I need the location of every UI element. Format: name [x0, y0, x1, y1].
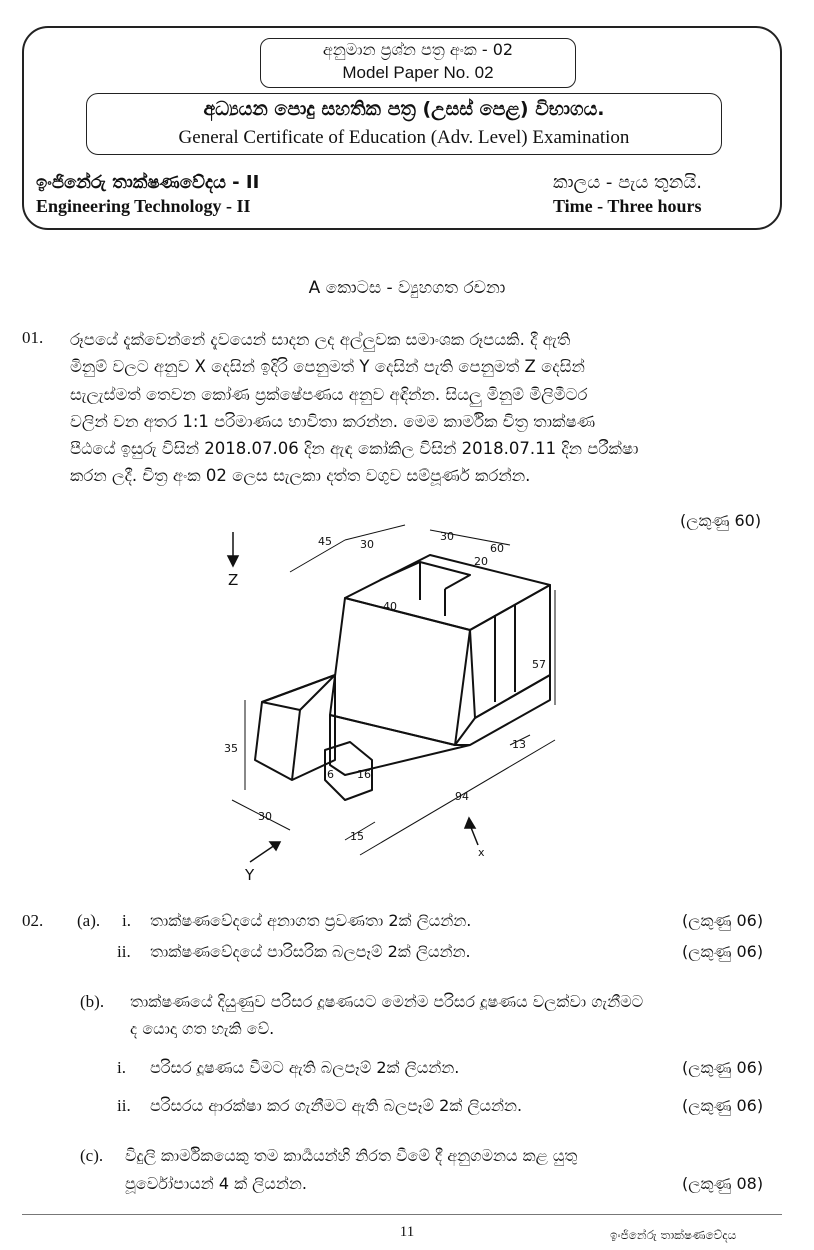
q2b-ii-marks: (ලකුණු 06) — [682, 1096, 764, 1115]
exam-title-si: අධ්‍යයන පොදු සහතික පත්‍ර (උසස් පෙළ) විභාගය. — [203, 98, 605, 120]
exam-title-en: General Certificate of Education (Adv. Level) Examination — [178, 127, 630, 148]
q1-line: පීඨයේ ඉසුරු විසින් 2018.07.06 දින ඇඳ කෝකිල විසින් 2018.07.11 දින පරීක්ෂා — [70, 439, 639, 459]
q2b-i-marks: (ලකුණු 06) — [682, 1058, 764, 1077]
page-number: 11 — [399, 1224, 415, 1240]
y-arrow — [250, 845, 275, 862]
dim-label: 30 — [440, 530, 454, 543]
time-en: Time - Three hours — [553, 196, 702, 216]
q2a-i-text: තාක්ෂණවේදයේ අනාගත ප්‍රවණතා 2ක් ලියන්න. — [150, 911, 472, 930]
z-arrow-head — [228, 556, 238, 566]
dim-label: 13 — [512, 738, 526, 751]
q2c-text-line: පූර්වෝපායන් 4 ක් ලියන්න. — [125, 1174, 307, 1193]
q2b-intro-line: ද යොදා ගත හැකි වේ. — [130, 1019, 275, 1038]
isometric-drawing — [200, 520, 590, 890]
footer-rule — [22, 1214, 782, 1215]
q2c-marks: (ලකුණු 08) — [682, 1174, 764, 1193]
subject-en: Engineering Technology - II — [36, 196, 251, 216]
dim-label: 35 — [224, 742, 238, 755]
dim-label: 45 — [318, 535, 332, 548]
dim-label: 16 — [357, 768, 371, 781]
dim-label: 30 — [258, 810, 272, 823]
dim-line — [345, 525, 405, 540]
time-si: කාලය - පැය තුනයි. — [553, 172, 702, 193]
q2b-ii-text: පරිසරය ආරක්ෂා කර ගැනීමට ඇති බලපෑම් 2ක් ලියන්න. — [150, 1096, 523, 1115]
q2c-text-line: විදුලි කාර්මිකයෙකු තම කාර්‍යයන්හි නිරත වීමේ දී අනුගමනය කළ යුතු — [125, 1146, 578, 1165]
dim-label: 40 — [383, 600, 397, 613]
notch-top — [380, 562, 470, 589]
y-arrow-head — [270, 842, 280, 850]
left-edge — [292, 710, 300, 780]
q2a-ii-text: තාක්ෂණවේදයේ පාරිසරික බලපෑම් 2ක් ලියන්න. — [150, 942, 471, 961]
dim-label: 94 — [455, 790, 469, 803]
q1-marks: (ලකුණු 60) — [680, 511, 762, 530]
q2-number: 02. — [22, 911, 44, 930]
dim-label: 20 — [474, 555, 488, 568]
base-face — [330, 675, 550, 775]
q1-number: 01. — [22, 328, 44, 347]
q2b-i-label: i. — [117, 1058, 126, 1077]
q2a-ii-label: ii. — [117, 942, 131, 961]
q2a-i-label: i. — [122, 911, 131, 930]
dim-label: 6 — [327, 768, 334, 781]
x-arrow-head — [465, 818, 475, 828]
q1-line: මිනුම් වලට අනුව X දෙසින් ඉදිරි පෙනුමත් Y දෙසින් පැති පෙනුමත් Z දෙසින් — [70, 357, 585, 377]
view-label-y: Y — [245, 866, 255, 884]
q1-paragraph — [70, 326, 782, 490]
subject-si: ඉංජිනේරු තාක්ෂණවේදය - II — [36, 172, 260, 193]
q1-line: රූපයේ දැක්වෙන්නේ දැවයෙන් සාදන ලද අල්ලුවක සමාංශක රූපයකි. දී ඇති — [70, 330, 571, 349]
q2c-label: (c). — [80, 1146, 104, 1165]
q1-line: කරන ලදී. චිත්‍ර අංක 02 ලෙස සැලකා දත්ත වගුව සම්පූර්ණ කරන්න. — [70, 466, 531, 486]
q2b-intro-line: තාක්ෂණයේ දියුණුව පරිසර දූෂණයට මෙන්ම පරිසර දූෂණය වලක්වා ගැනීමට — [130, 992, 644, 1011]
section-title: A කොටස - ව්‍යුහගත රචනා — [308, 278, 506, 298]
top-surface — [345, 555, 550, 630]
dim-label: 15 — [350, 830, 364, 843]
footer-subject: ඉංජිනේරු තාක්ෂණවේදය — [610, 1228, 737, 1242]
sloped-face — [330, 598, 470, 745]
view-label-z: Z — [228, 571, 239, 589]
dim-label: 60 — [490, 542, 504, 555]
left-top — [262, 675, 335, 710]
q1-line: සැලැස්මත් තෙවන කෝණ ප්‍රක්ෂේපණය අනුව අඳින්න. සියලු මිනුම් මිලිමීටර — [70, 384, 588, 404]
q2a-label: (a). — [77, 911, 101, 930]
q2a-ii-marks: (ලකුණු 06) — [682, 942, 764, 961]
model-paper-en: Model Paper No. 02 — [342, 63, 494, 82]
q2b-i-text: පරිසර දූෂණය වීමට ඇති බලපෑම් 2ක් ලියන්න. — [150, 1058, 460, 1077]
q2b-ii-label: ii. — [117, 1096, 131, 1115]
q2a-i-marks: (ලකුණු 06) — [682, 911, 764, 930]
dim-label: 57 — [532, 658, 546, 671]
dim-label: 30 — [360, 538, 374, 551]
model-paper-si: අනුමාන ප්‍රශ්න පත්‍ර අංක - 02 — [322, 40, 514, 59]
q2b-label: (b). — [80, 992, 105, 1011]
view-label-x: x — [478, 846, 485, 859]
q1-line: වලින් වන අතර 1:1 පරිමාණය භාවිතා කරන්න. මෙම කාර්මික චිත්‍ර තාක්ෂණ — [70, 411, 596, 431]
